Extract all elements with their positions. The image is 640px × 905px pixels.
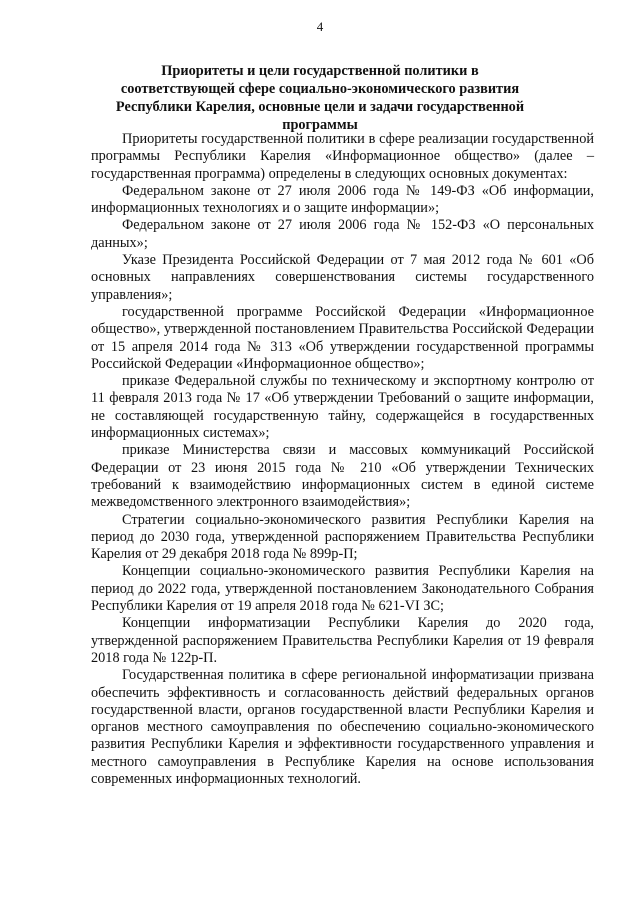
paragraph-concept-informatization: Концепции информатизации Республики Карелия до 2020 года, утвержденной распоряжением Правительства Республики Карелия от 19 февраля 2018 года № 122р-П.	[91, 615, 594, 666]
paragraph-law-152: Федеральном законе от 27 июля 2006 года № 152-ФЗ «О персональных данных»;	[91, 217, 594, 251]
paragraph-intro: Приоритеты государственной политики в сфере реализации государственной программы Республики Карелия «Информационное общество» (далее – государственная программа) определены в следующих основных документах:	[91, 131, 594, 182]
paragraph-strategy-2030: Стратегии социально-экономического развития Республики Карелия на период до 2030 года, утвержденной распоряжением Правительства Республики Карелия от 29 декабря 2018 года № 899р-П;	[91, 511, 594, 563]
document-body	[91, 131, 594, 788]
paragraph-order-210: приказе Министерства связи и массовых коммуникаций Российской Федерации от 23 июня 2015 года № 210 «Об утверждении Технических требований к взаимодействию информационных систем в единой системе межведомственного электронного взаимодействия»;	[91, 442, 594, 511]
paragraph-decree-601: Указе Президента Российской Федерации от 7 мая 2012 года № 601 «Об основных направлениях совершенствования системы государственного управления»;	[91, 252, 594, 303]
page-number: 4	[316, 19, 324, 34]
paragraph-order-17: приказе Федеральной службы по техническому и экспортному контролю от 11 февраля 2013 года № 17 «Об утверждении Требований о защите информации, не составляющей государственную тайну, содержащейся в государственных информационных системах»;	[91, 373, 594, 442]
paragraph-program-313: государственной программе Российской Федерации «Информационное общество», утвержденной постановлением Правительства Российской Федерации от 15 апреля 2014 года № 313 «Об утверждении государственной программы Российской Федерации «Информационное общество»;	[91, 303, 594, 372]
paragraph-law-149: Федеральном законе от 27 июля 2006 года № 149-ФЗ «Об информации, информационных технологиях и о защите информации»;	[91, 182, 594, 217]
paragraph-state-policy: Государственная политика в сфере региональной информатизации призвана обеспечить эффективность и согласованность действий федеральных органов государственной власти, органов государственной власти Республики Карелия и органов местного самоуправления по обеспечению социально-экономического развития Республики Карелия и эффективности государственного управления и местного самоуправления в Республике Карелия на основе использования современных информационных технологий.	[91, 667, 594, 787]
section-heading: Приоритеты и цели государственной политики в соответствующей сфере социально-экономического развития Республики Карелия, основные цели и задачи государственной программы	[115, 63, 525, 133]
paragraph-concept-2022: Концепции социально-экономического развития Республики Карелия на период до 2022 года, утвержденной постановлением Законодательного Собрания Республики Карелия от 19 апреля 2018 года № 621-VI ЗС;	[91, 563, 594, 615]
